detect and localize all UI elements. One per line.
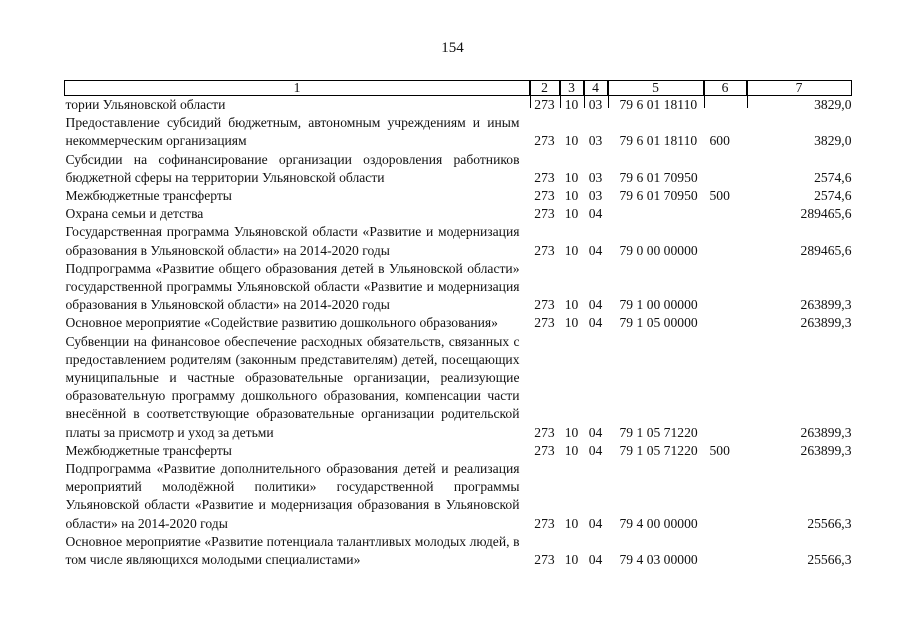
row-section: 10 — [564, 315, 579, 331]
row-target-article: 79 1 05 00000 — [619, 315, 698, 331]
row-ministry-code: 273 — [534, 188, 555, 204]
column-header-5: 5 — [608, 81, 704, 96]
row-expense-type — [704, 333, 747, 442]
row-description: Основное мероприятие «Содействие развитию дошкольного образования» — [65, 315, 498, 331]
row-amount: 289465,6 — [800, 206, 852, 222]
row-expense-type — [704, 151, 747, 187]
table-row — [65, 460, 852, 533]
row-amount: 263899,3 — [800, 424, 852, 440]
row-ministry-code: 273 — [534, 552, 555, 568]
row-subsection: 03 — [588, 97, 603, 112]
row-description: Субвенции на финансовое обеспечение расходных обязательств, связанных с предоставлением родителям (законным представителям) детей, посещающих муниципальные и частные образовательные организации, реализующие образовательную программу дошкольного образования, компенсации части внесённой в соответствующие образовательные организации родительской платы за присмотр и уход за детьми — [65, 333, 520, 440]
row-amount: 2574,6 — [814, 188, 852, 204]
row-description: Межбюджетные трансферты — [65, 442, 232, 458]
row-amount: 3829,0 — [814, 133, 852, 149]
row-section: 10 — [564, 242, 579, 258]
table-body — [65, 96, 852, 570]
column-divider — [584, 81, 585, 108]
row-subsection: 03 — [588, 188, 603, 204]
table-row — [65, 260, 852, 315]
row-description: Государственная программа Ульяновской области «Развитие и модернизация образования в Ульяновской области» на 2014-2020 годы — [65, 224, 520, 258]
table-row — [65, 533, 852, 569]
row-ministry-code: 273 — [534, 315, 555, 331]
row-amount: 289465,6 — [800, 242, 852, 258]
row-subsection: 04 — [588, 297, 603, 313]
column-divider — [608, 81, 609, 108]
row-subsection: 04 — [588, 424, 603, 440]
row-amount: 25566,3 — [807, 552, 852, 568]
row-ministry-code: 273 — [534, 442, 555, 458]
row-ministry-code: 273 — [534, 242, 555, 258]
column-header-2: 2 — [530, 81, 560, 96]
row-target-article: 79 0 00 00000 — [619, 242, 698, 258]
row-ministry-code: 273 — [534, 133, 555, 149]
row-subsection: 04 — [588, 315, 603, 331]
row-description: Межбюджетные трансферты — [65, 188, 232, 204]
row-ministry-code: 273 — [534, 206, 555, 222]
row-section: 10 — [564, 97, 579, 112]
table-row — [65, 223, 852, 259]
column-header-4: 4 — [584, 81, 608, 96]
row-section: 10 — [564, 188, 579, 204]
row-expense-type: 500 — [709, 442, 730, 458]
row-description: Субсидии на софинансирование организации оздоровления работников бюджетной сферы на территории Ульяновской области — [65, 151, 520, 185]
row-target-article: 79 6 01 70950 — [619, 188, 698, 204]
row-amount: 263899,3 — [800, 315, 852, 331]
row-subsection: 03 — [588, 133, 603, 149]
budget-table — [64, 80, 852, 569]
row-expense-type: 500 — [709, 188, 730, 204]
row-subsection: 04 — [588, 206, 603, 222]
row-ministry-code: 273 — [534, 515, 555, 531]
row-description: Предоставление субсидий бюджетным, автономным учреждениям и иным некоммерческим организациям — [65, 115, 520, 149]
row-description: Подпрограмма «Развитие дополнительного образования детей и реализация мероприятий молодёжной политики» государственной программы Ульяновской области «Развитие и модернизация образования в Ульяновской области» на 2014-2020 годы — [65, 461, 520, 531]
row-amount: 2574,6 — [814, 169, 852, 185]
table-row — [65, 187, 852, 205]
table-row — [65, 442, 852, 460]
row-subsection: 04 — [588, 442, 603, 458]
column-header-6: 6 — [704, 81, 747, 96]
row-amount: 263899,3 — [800, 442, 852, 458]
table-row — [65, 314, 852, 332]
row-expense-type — [704, 223, 747, 259]
column-divider — [560, 81, 561, 108]
row-amount: 3829,0 — [814, 97, 852, 112]
row-target-article: 79 4 00 00000 — [619, 515, 698, 531]
row-section: 10 — [564, 133, 579, 149]
table-row — [65, 114, 852, 150]
row-subsection: 04 — [588, 242, 603, 258]
row-description: Подпрограмма «Развитие общего образования детей в Ульяновской области» государственной программы Ульяновской области «Развитие и модернизация образования в Ульяновской области» на 2014-2020 годы — [65, 260, 520, 313]
row-section: 10 — [564, 552, 579, 568]
row-target-article: 79 6 01 70950 — [619, 169, 698, 185]
page-number: 154 — [441, 40, 464, 56]
row-section: 10 — [564, 297, 579, 313]
row-description: Охрана семьи и детства — [65, 206, 204, 222]
table-row — [65, 333, 852, 442]
row-expense-type — [704, 96, 747, 115]
row-expense-type — [704, 260, 747, 315]
row-target-article: 79 6 01 18110 — [619, 97, 698, 112]
row-ministry-code: 273 — [534, 424, 555, 440]
row-ministry-code: 273 — [534, 297, 555, 313]
row-section: 10 — [564, 515, 579, 531]
table-row — [65, 205, 852, 223]
row-expense-type — [704, 205, 747, 223]
row-target-article: 79 1 00 00000 — [619, 297, 698, 313]
row-expense-type — [704, 314, 747, 332]
row-description: Основное мероприятие «Развитие потенциала талантливых молодых людей, в том числе являющихся молодыми специалистами» — [65, 533, 520, 568]
row-target-article — [608, 205, 704, 223]
row-target-article: 79 4 03 00000 — [619, 552, 698, 568]
row-expense-type — [704, 533, 747, 569]
row-section: 10 — [564, 424, 579, 440]
row-ministry-code: 273 — [534, 169, 555, 185]
row-section: 10 — [564, 206, 579, 222]
row-amount: 25566,3 — [807, 515, 852, 531]
row-subsection: 04 — [588, 552, 603, 568]
row-ministry-code: 273 — [534, 97, 555, 112]
row-subsection: 04 — [588, 515, 603, 531]
row-target-article: 79 1 05 71220 — [619, 442, 698, 458]
row-expense-type: 600 — [709, 133, 730, 149]
row-description: тории Ульяновской области — [65, 97, 226, 112]
column-header-1: 1 — [65, 81, 530, 96]
row-section: 10 — [564, 169, 579, 185]
column-header-3: 3 — [560, 81, 584, 96]
row-section: 10 — [564, 442, 579, 458]
column-divider — [704, 81, 705, 108]
table-row — [65, 151, 852, 187]
row-expense-type — [704, 460, 747, 533]
column-header-7: 7 — [747, 81, 852, 96]
row-amount: 263899,3 — [800, 297, 852, 313]
table-header-row — [65, 81, 852, 96]
row-target-article: 79 6 01 18110 — [619, 133, 698, 149]
row-target-article: 79 1 05 71220 — [619, 424, 698, 440]
column-divider — [747, 81, 748, 108]
table-row — [65, 96, 852, 115]
column-divider — [530, 81, 531, 108]
row-subsection: 03 — [588, 169, 603, 185]
